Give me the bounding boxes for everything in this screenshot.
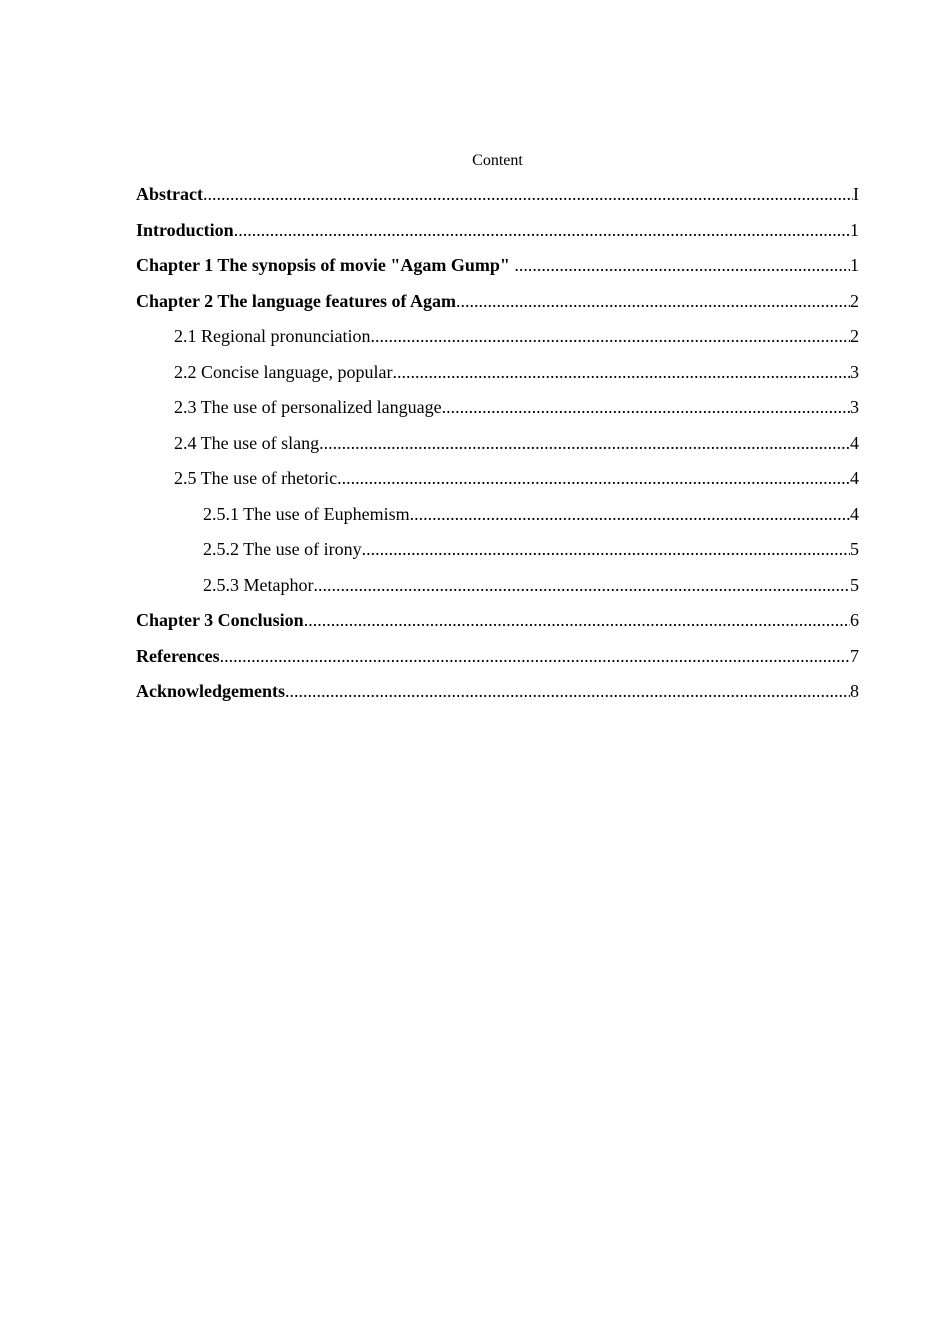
dot-leader bbox=[220, 645, 850, 667]
toc-entry-title: 2.3 The use of personalized language bbox=[174, 397, 442, 417]
toc-entry-2-2[interactable] bbox=[136, 361, 859, 397]
toc-entry-page: 1 bbox=[850, 255, 859, 275]
dot-leader bbox=[410, 503, 850, 525]
table-of-contents bbox=[136, 183, 859, 716]
toc-entry-2-1[interactable] bbox=[136, 325, 859, 361]
dot-leader bbox=[285, 680, 850, 702]
toc-entry-chapter-1[interactable] bbox=[136, 254, 859, 290]
toc-entry-chapter-3[interactable] bbox=[136, 609, 859, 645]
toc-entry-title: 2.5.2 The use of irony bbox=[203, 539, 362, 559]
toc-entry-introduction[interactable] bbox=[136, 219, 859, 255]
toc-entry-page: 3 bbox=[850, 361, 859, 382]
toc-entry-page: 2 bbox=[850, 290, 859, 311]
toc-entry-2-4[interactable] bbox=[136, 432, 859, 468]
toc-entry-page: 7 bbox=[850, 645, 859, 666]
toc-entry-page: 4 bbox=[850, 432, 859, 453]
dot-leader bbox=[442, 396, 850, 418]
toc-entry-page: 2 bbox=[850, 326, 859, 346]
toc-entry-page: I bbox=[853, 184, 859, 204]
toc-entry-title: Introduction bbox=[136, 219, 234, 240]
toc-entry-page: 5 bbox=[850, 539, 859, 559]
toc-entry-2-5[interactable] bbox=[136, 467, 859, 503]
toc-entry-page: 5 bbox=[850, 574, 859, 595]
toc-entry-references[interactable] bbox=[136, 645, 859, 681]
toc-entry-2-5-3[interactable] bbox=[136, 574, 859, 610]
toc-entry-title: Chapter 2 The language features of Agam bbox=[136, 290, 457, 311]
toc-entry-page: 8 bbox=[850, 681, 859, 701]
toc-entry-page: 6 bbox=[850, 610, 859, 630]
toc-entry-page: 4 bbox=[850, 468, 859, 488]
toc-heading: Content bbox=[472, 152, 523, 169]
dot-leader bbox=[362, 538, 850, 560]
toc-entry-2-3[interactable] bbox=[136, 396, 859, 432]
toc-entry-title: 2.2 Concise language, popular bbox=[174, 361, 393, 382]
toc-entry-title: References bbox=[136, 645, 220, 666]
toc-entry-title: 2.4 The use of slang bbox=[174, 432, 320, 453]
dot-leader bbox=[304, 609, 850, 631]
toc-entry-page: 4 bbox=[850, 503, 859, 524]
toc-entry-title: Abstract bbox=[136, 184, 203, 204]
dot-leader bbox=[514, 254, 850, 276]
dot-leader bbox=[456, 290, 850, 312]
toc-entry-2-5-1[interactable] bbox=[136, 503, 859, 539]
dot-leader bbox=[370, 325, 850, 347]
toc-entry-chapter-2[interactable] bbox=[136, 290, 859, 326]
toc-entry-title: 2.1 Regional pronunciation bbox=[174, 326, 371, 346]
dot-leader bbox=[337, 467, 850, 489]
toc-entry-page: 3 bbox=[850, 397, 859, 417]
toc-entry-title: 2.5 The use of rhetoric bbox=[174, 468, 338, 488]
dot-leader bbox=[392, 361, 850, 383]
dot-leader bbox=[313, 574, 850, 596]
dot-leader bbox=[234, 219, 850, 241]
dot-leader bbox=[203, 183, 853, 205]
toc-entry-title: 2.5.1 The use of Euphemism bbox=[203, 503, 410, 524]
toc-entry-title: Acknowledgements bbox=[136, 681, 285, 701]
dot-leader bbox=[319, 432, 850, 454]
toc-entry-acknowledgements[interactable] bbox=[136, 680, 859, 716]
toc-entry-abstract[interactable] bbox=[136, 183, 859, 219]
toc-entry-title: 2.5.3 Metaphor bbox=[203, 574, 314, 595]
toc-entry-page: 1 bbox=[850, 219, 859, 240]
toc-entry-2-5-2[interactable] bbox=[136, 538, 859, 574]
toc-entry-title: Chapter 3 Conclusion bbox=[136, 610, 304, 630]
toc-entry-title: Chapter 1 The synopsis of movie "Agam Gump" bbox=[136, 255, 515, 275]
